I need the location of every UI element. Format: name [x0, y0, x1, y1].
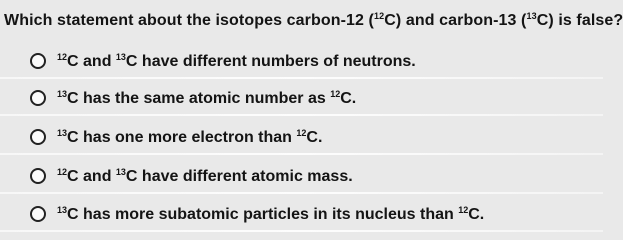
- option-label: $^{12}$C and $^{13}$C have different numbers of neutrons.: [57, 52, 416, 70]
- option-label: $^{13}$C has the same atomic number as $^{12}$C.: [57, 89, 357, 107]
- answer-option-4[interactable]: [0, 158, 603, 194]
- radio-button-icon[interactable]: [30, 90, 46, 106]
- option-label: $^{13}$C has more subatomic particles in its nucleus than $^{12}$C.: [57, 205, 485, 223]
- answer-option-3[interactable]: [0, 119, 603, 155]
- option-label: $^{12}$C and $^{13}$C have different atomic mass.: [57, 167, 353, 185]
- answer-option-1[interactable]: [0, 43, 603, 79]
- answer-option-2[interactable]: [0, 80, 603, 116]
- radio-button-icon[interactable]: [30, 129, 46, 145]
- radio-button-icon[interactable]: [30, 53, 46, 69]
- radio-button-icon[interactable]: [30, 206, 46, 222]
- question-text: Which statement about the isotopes carbon-12 ($^{12}$C) and carbon-13 ($^{13}$C) is false?: [4, 11, 623, 29]
- option-label: $^{13}$C has one more electron than $^{12}$C.: [57, 128, 323, 146]
- radio-button-icon[interactable]: [30, 168, 46, 184]
- answer-option-5[interactable]: [0, 196, 603, 232]
